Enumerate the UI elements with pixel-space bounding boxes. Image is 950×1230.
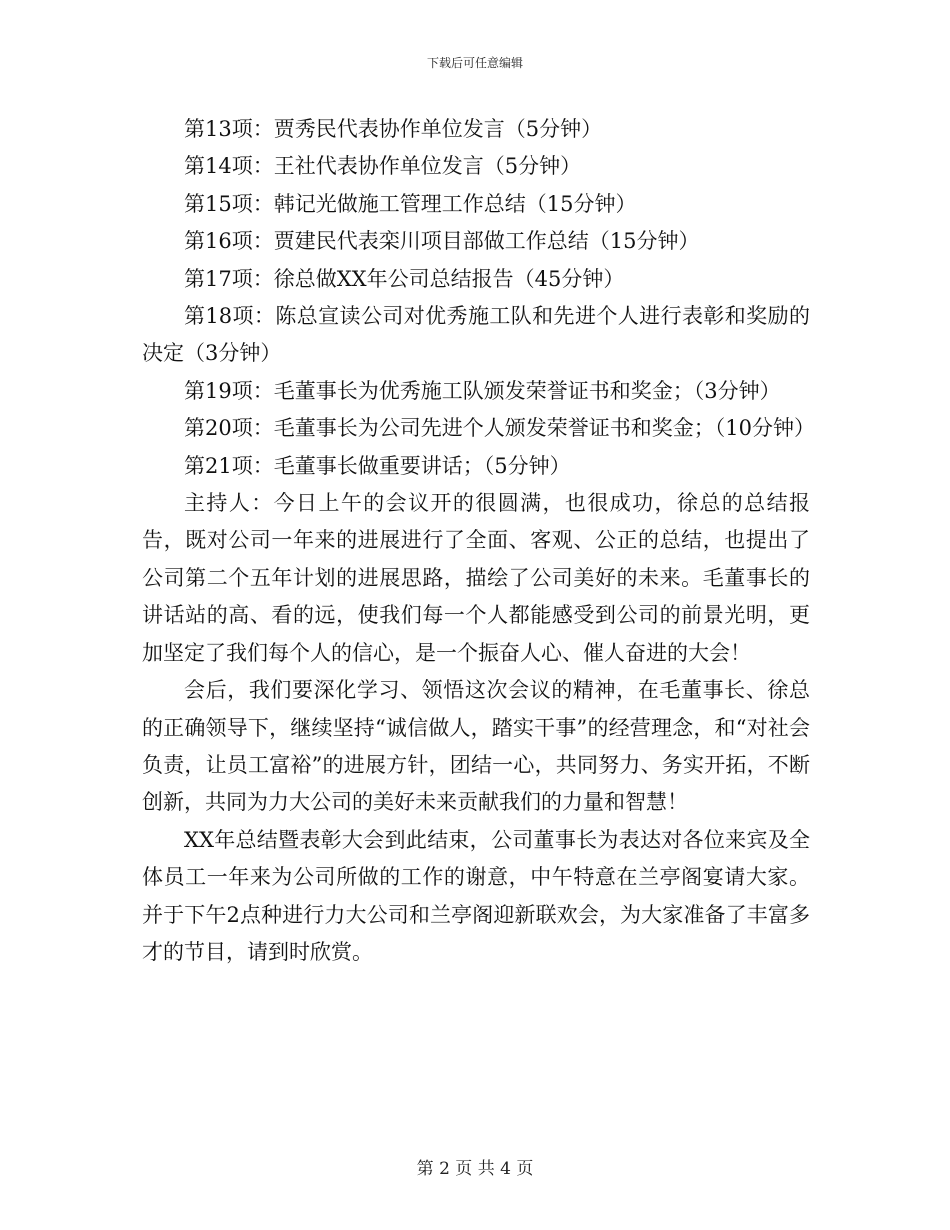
agenda-item-18: 第18项：陈总宣读公司对优秀施工队和先进个人进行表彰和奖励的决定（3分钟） xyxy=(142,304,810,366)
agenda-item-17: 第17项：徐总做XX年公司总结报告（45分钟） xyxy=(184,266,625,291)
agenda-item-13: 第13项：贾秀民代表协作单位发言（5分钟） xyxy=(184,117,603,141)
agenda-item-20: 第20项：毛董事长为公司先进个人颁发荣誉证书和奖金；（10分钟） xyxy=(184,416,815,441)
closing-paragraph: XX年总结暨表彰大会到此结束，公司董事长为表达对各位来宾及全体员工一年来为公司所做的工作的谢意，中午特意在兰亭阁宴请大家。并于下午2点种进行力大公司和兰亭阁迎新联欢会，为大家准备了丰富多才的节目，请到时欣赏。 xyxy=(142,827,810,964)
agenda-item-16: 第16项：贾建民代表栾川项目部做工作总结（15分钟） xyxy=(184,229,700,254)
post-meeting-paragraph: 会后，我们要深化学习、领悟这次会议的精神，在毛董事长、徐总的正确领导下，继续坚持“诚信做人，踏实干事”的经营理念，和“对社会负责，让员工富裕”的进展方针，团结一心，共同努力、务实开拓，不断创新，共同为力大公司的美好未来贡献我们的力量和智慧！ xyxy=(142,678,810,815)
host-remarks-paragraph: 主持人：今日上午的会议开的很圆满，也很成功，徐总的总结报告，既对公司一年来的进展进行了全面、客观、公正的总结，也提出了公司第二个五年计划的进展思路，描绘了公司美好的未来。毛董事长的讲话站的高、看的远，使我们每一个人都能感受到公司的前景光明，更加坚定了我们每个人的信心，是一个振奋人心、催人奋进的大会！ xyxy=(142,491,810,665)
page-number-footer: 第 2 页 共 4 页 xyxy=(416,1159,534,1179)
agenda-item-21: 第21项：毛董事长做重要讲话；（5分钟） xyxy=(184,453,571,478)
page-header: 下载后可任意编辑 xyxy=(426,56,523,70)
agenda-item-14: 第14项：王社代表协作单位发言（5分钟） xyxy=(184,154,582,179)
agenda-item-15: 第15项：韩记光做施工管理工作总结（15分钟） xyxy=(184,191,637,216)
document-body xyxy=(142,111,815,971)
agenda-item-19: 第19项：毛董事长为优秀施工队颁发荣誉证书和奖金；（3分钟） xyxy=(184,378,781,403)
